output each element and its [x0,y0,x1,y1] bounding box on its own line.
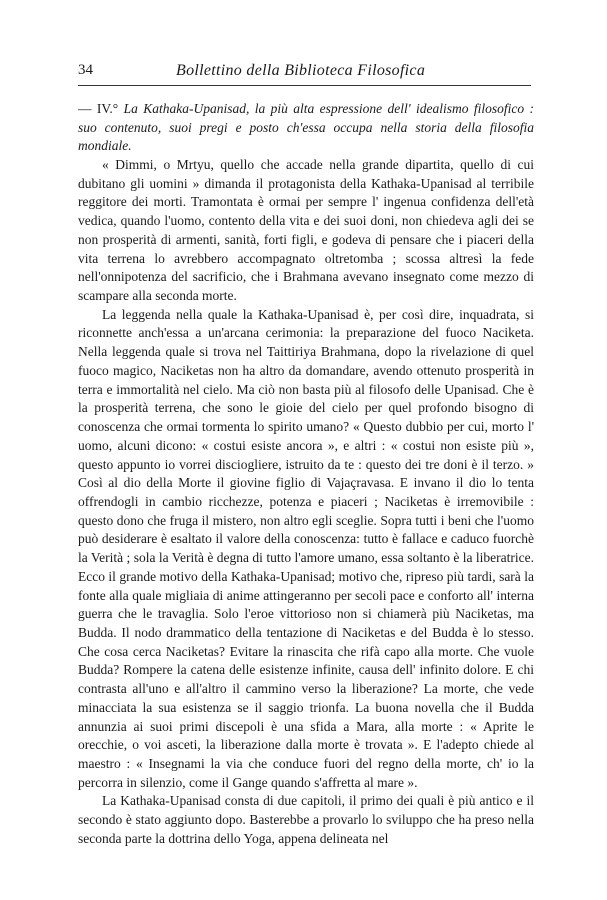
page-number: 34 [78,62,93,78]
paragraph: La Kathaka-Upanisad consta di due capitoli, il primo dei quali è più antico e il secondo è stato aggiunto dopo. Basterebbe a provarlo lo sviluppo che ha preso nella seconda parte la dottrina dello Yoga, appena delineata nel [78,793,534,846]
section-heading [78,100,534,156]
section-number: — IV.° [78,101,119,116]
running-head [78,62,531,84]
paragraph: « Dimmi, o Mrtyu, quello che accade nella grande dipartita, quello di cui dubitano gli uomini » dimanda il protagonista della Kathaka-Upanisad al terribile reggitore dei morti. Tramontata è ormai per sempre l' ingenua confidenza dell'età vedica, quando l'uomo, contento della vita e dei suoi doni, non chiedeva agli dei se non prosperità di armenti, sanità, forti figli, e godeva di pensare che i piaceri della vita terrena lo avrebbero accompagnato oltretomba ; scossa altresì la fede nell'onnipotenza del sacrificio, che i Brahmana avevano insegnato come mezzo di scampare alla seconda morte. [78,157,534,304]
body-text [78,156,534,849]
journal-title: Bollettino della Biblioteca Filosofica [176,62,426,79]
section-title: La Kathaka-Upanisad, la più alta espressione dell' idealismo filosofico : suo contenuto, suoi pregi e posto ch'essa occupa nella storia della filosofia mondiale. [78,101,535,153]
paragraph: La leggenda nella quale la Kathaka-Upanisad è, per così dire, inquadrata, si riconnette anch'essa a un'arcana cerimonia: la preparazione del fuoco Naciketa. Nella leggenda quale si trova nel Taittiriya Brahmana, dopo la rivelazione di quel fuoco magico, Naciketas non ha altro da domandare, avendo ottenuto prosperità in terra e immortalità nel cielo. Ma ciò non basta più al filosofo delle Upanisad. Che è la prosperità terrena, che sono le gioie del cielo per quel profondo bisogno di conoscenza che ormai tormenta lo spirito umano? « Questo dubbio per cui, morto l' uomo, alcuni dicono: « costui esiste ancora », e altri : « costui non esiste più », questo appunto io vorrei discioglierе, istruito da te : questo dei tre doni è il terzo. » Così al dio della Morte il giovine figlio di Vajaçravasa. E invano il dio lo tenta offrendogli in cambio ricchezze, potenza e piaceri ; Naciketas è irremovibile : questo dono che fruga il mistero, non altro egli sceglie. Sopra tutti i beni che l'uomo può desiderare è esaltato il valore della conoscenza: tutto è fallace e caduco fuorchè la Verità ; sola la Verità è degna di tutto l'amore umano, essa soltanto è la liberatrice. Ecco il grande motivo della Kathaka-Upanisad; motivo che, ripreso più tardi, sarà la fonte alla quale migliaia di anime attingeranno per secoli pace e conforto all' interna guerra che le travaglia. Solo l'eroe vittorioso non si chiamerà più Naciketas, ma Budda. Il nodo drammatico della tentazione di Naciketas e del Budda è lo stesso. Che cosa cerca Naciketas? Evitare la rinascita che rifà capo alla morte. Che vuole Budda? Rompere la catena delle esistenze infinite, causa dell' infinito dolore. E chi contrasta all'uno e all'altro il cammino verso la liberazione? La morte, che vede minacciata la sua esistenza se il saggio trionfa. La buona novella che il Budda annunzia ai suoi primi discepoli è una sfida a Mara, alla morte : « Aprite le orecchie, o voi asceti, la liberazione dalla morte è trovata ». E l'adepto chiede al maestro : « Insegnami la via che conduce fuori del regno della morte, ch' io la percorra in silenzio, come il Gange quando s'affretta al mare ». [78,306,534,790]
header-rule [78,85,531,86]
